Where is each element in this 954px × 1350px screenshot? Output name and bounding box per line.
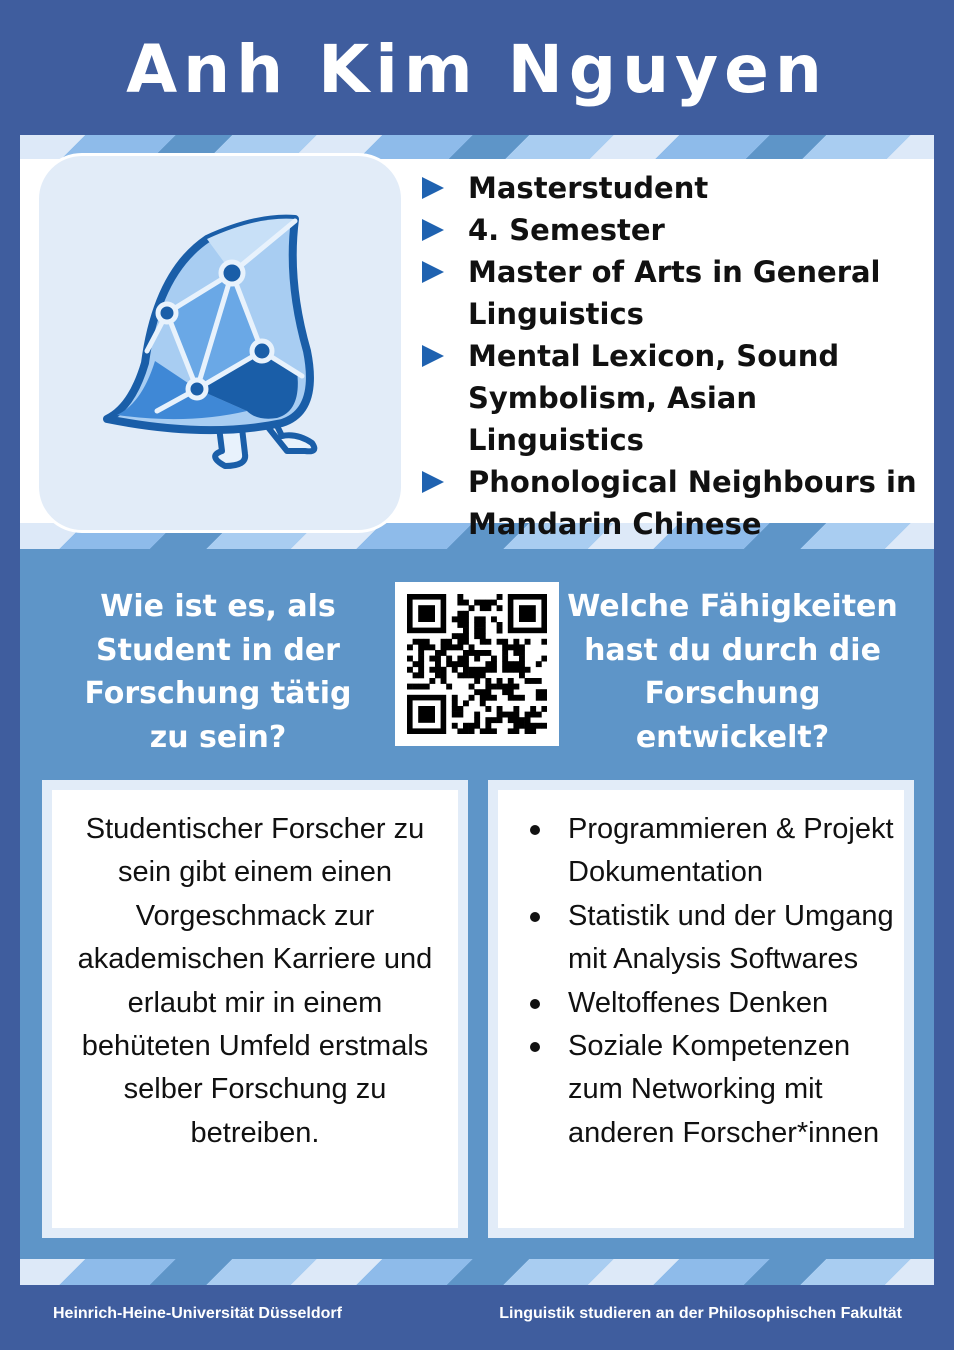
logo-box <box>36 153 404 533</box>
content-panel <box>20 135 934 1285</box>
bullet-icon <box>530 825 540 835</box>
footer-university: Heinrich-Heine-Universität Düsseldorf <box>53 1305 342 1322</box>
play-triangle-icon <box>422 471 444 493</box>
footer-tagline: Linguistik studieren an der Philosophischen Fakultät <box>499 1305 902 1322</box>
list-item: Phonological Neighbours in Mandarin Chinese <box>418 461 928 545</box>
bullet-icon <box>530 999 540 1009</box>
list-item: Master of Arts in General Linguistics <box>418 251 928 335</box>
qr-code[interactable] <box>395 582 559 746</box>
profile-list <box>418 167 928 545</box>
decorative-stripe-bottom <box>20 1259 934 1285</box>
play-triangle-icon <box>422 345 444 367</box>
answer-box-right <box>488 780 914 1238</box>
list-item: Programmieren & Projekt Dokumentation <box>524 808 894 895</box>
qr-code-icon <box>407 594 547 734</box>
play-triangle-icon <box>422 261 444 283</box>
play-triangle-icon <box>422 177 444 199</box>
list-item: Masterstudent <box>418 167 928 209</box>
play-triangle-icon <box>422 219 444 241</box>
bullet-icon <box>530 1042 540 1052</box>
page-title: Anh Kim Nguyen <box>126 31 828 108</box>
bullet-icon <box>530 912 540 922</box>
question-right: Welche Fähigkeiten hast du durch die Forschung entwickelt? <box>567 589 898 755</box>
list-item: Mental Lexicon, Sound Symbolism, Asian Linguistics <box>418 335 928 461</box>
question-left: Wie ist es, als Student in der Forschung tätig zu sein? <box>84 589 352 755</box>
list-item: 4. Semester <box>418 209 928 251</box>
skills-list <box>524 808 894 1155</box>
answer-box-left <box>42 780 468 1238</box>
answer-text: Studentischer Forscher zu sein gibt einem einen Vorgeschmack zur akademischen Karriere und erlaubt mir in einem behüteten Umfeld erstmals selber Forschung zu betreiben. <box>77 813 433 1149</box>
bird-network-icon <box>97 211 347 481</box>
list-item: Statistik und der Umgang mit Analysis Softwares <box>524 895 894 982</box>
list-item: Soziale Kompetenzen zum Networking mit anderen Forscher*innen <box>524 1025 894 1155</box>
list-item: Weltoffenes Denken <box>524 982 894 1025</box>
